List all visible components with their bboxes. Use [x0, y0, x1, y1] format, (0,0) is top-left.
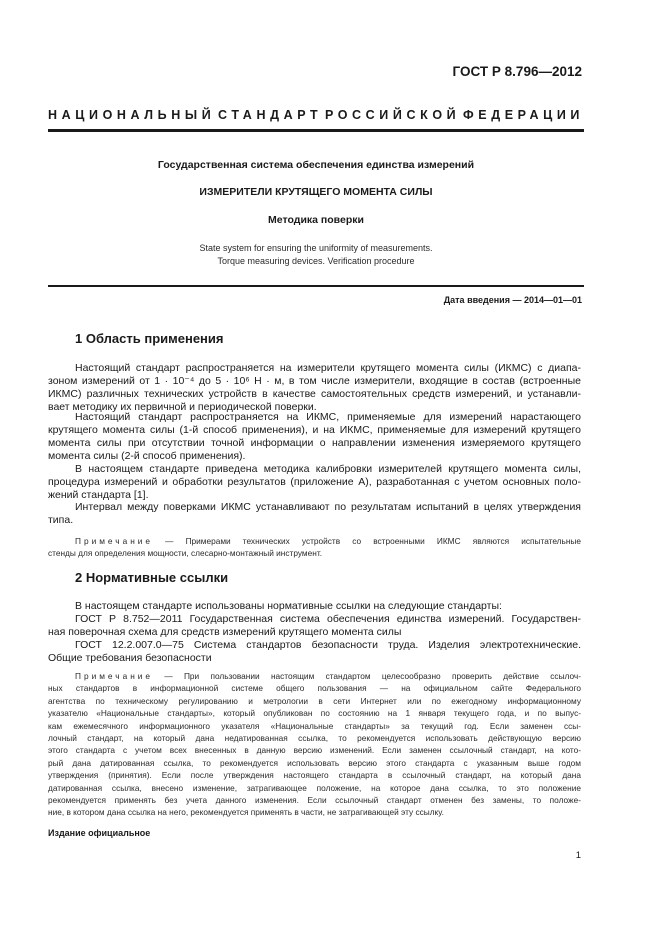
- normative-reference-2: [48, 639, 581, 665]
- note-line: кам ежемесячного информационного указателя «Национальные стандарты» за текущий год. Если заменен ссы-: [48, 720, 581, 731]
- text-line: крутящего момента силы (1-й способ применения), и на ИКМС, применяемые для измерений крутящего: [48, 424, 581, 436]
- gost-code: ГОСТ Р 8.796—2012: [452, 64, 582, 79]
- system-title: Государственная система обеспечения единства измерений: [157, 159, 475, 171]
- section-1-paragraph-1: [48, 362, 581, 414]
- official-edition-label: Издание официальное: [48, 828, 151, 838]
- note-line: датированная ссылка, внесено изменение, затрагивающее положение, на которое дана ссылка, то это положение: [48, 782, 581, 793]
- document-subtitle: Методика поверки: [268, 214, 364, 226]
- note-line: рый дана датированная ссылка, то рекомендуется использовать версию этого стандарта с указанным выше годом: [48, 757, 581, 768]
- banner-word: ФЕДЕРАЦИИ: [462, 108, 584, 122]
- section-1-heading: 1 Область применения: [75, 331, 224, 346]
- note-line: стенды для определения мощности, слесарно-монтажный инструмент.: [48, 548, 323, 559]
- english-title-line: State system for ensuring the uniformity of measurements.: [199, 243, 433, 253]
- introduction-date: Дата введения — 2014—01—01: [443, 295, 582, 305]
- normative-reference-1: [48, 613, 581, 639]
- text-line: вает методику их первичной и периодической поверки.: [48, 401, 317, 413]
- note-text: — При пользовании настоящим стандартом целесообразно проверить действие ссылоч-: [164, 671, 581, 681]
- document-title: ИЗМЕРИТЕЛИ КРУТЯЩЕГО МОМЕНТА СИЛЫ: [199, 186, 433, 198]
- text-line: момента силы (2-й способ применения).: [48, 450, 246, 462]
- text-line: момента силы при отсутствии точной информации о направлении изменения измеряемого крутящего: [48, 437, 581, 449]
- note-line: лочный стандарт, на который дана недатированная ссылка, то рекомендуется использовать действующую версию: [48, 733, 581, 744]
- note-line: указателю «Национальные стандарты», который опубликован по состоянию на 1 января текущего года, и по выпус-: [48, 708, 581, 719]
- note-text: — Примерами технических устройств со встроенными ИКМС являются испытательные: [165, 536, 581, 546]
- english-title-line: Torque measuring devices. Verification procedure: [217, 256, 415, 266]
- section-1-paragraph-3: [48, 463, 581, 502]
- english-title: [48, 242, 584, 268]
- banner-word: НАЦИОНАЛЬНЫЙ: [48, 108, 216, 122]
- text-line: зоном измерений от 1 · 10⁻⁴ до 5 · 10⁶ Н · м, в том числе измерители, входящие в состав (встроенные: [48, 375, 581, 387]
- text-line: Настоящий стандарт распространяется на ИКМС, применяемые для измерений нарастающего: [75, 411, 581, 423]
- note-line: утверждения (принятия). Если после утверждения настоящего стандарта в ссылочный стандарт, на который дана: [48, 770, 581, 781]
- text-line: В настоящем стандарте приведена методика калибровки измерителей крутящего момента силы,: [75, 463, 581, 475]
- page-number: 1: [575, 850, 581, 861]
- text-line: ГОСТ 12.2.007.0—75 Система стандартов безопасности труда. Изделия электротехнические.: [75, 639, 581, 651]
- section-2-paragraph-1: [48, 600, 581, 613]
- section-1-paragraph-2: [48, 411, 581, 463]
- text-line: Общие требования безопасности: [48, 652, 212, 664]
- note-label: Примечание: [75, 536, 154, 546]
- text-line: Настоящий стандарт распространяется на измерители крутящего момента силы (ИКМС) с диапа-: [75, 362, 581, 374]
- section-2-heading: 2 Нормативные ссылки: [75, 570, 229, 585]
- note-line: [48, 535, 581, 547]
- header-divider: [48, 129, 584, 132]
- text-line: ИКМС) различных технических устройств в качестве самостоятельных средств измерений, и устанавли-: [48, 388, 581, 400]
- note-line: рекомендуется применять без учета данного изменения. Если ссылочный стандарт отменен без замены, то положе-: [48, 795, 581, 806]
- text-line: жений стандарта [1].: [48, 489, 149, 501]
- standard-banner: [48, 108, 584, 122]
- section-1-paragraph-4: [48, 501, 581, 527]
- text-line: процедура измерений и обработки результатов (приложение А), разработанная с учетом основных поло-: [48, 476, 581, 488]
- note-line: ние, в котором дана ссылка на него, рекомендуется применять в части, не затрагивающей эту ссылку.: [48, 807, 444, 818]
- note-line: этого стандарта с учетом всех внесенных в данную версию изменений. Если заменен ссылочный стандарт, на кото-: [48, 745, 581, 756]
- text-line: Интервал между поверками ИКМС устанавливают по результатам испытаний в целях утверждения: [75, 501, 581, 513]
- note-line: агентства по техническому регулированию и метрологии в сети Интернет или по ежегодному информационному: [48, 695, 581, 706]
- banner-word: РОССИЙСКОЙ: [324, 108, 461, 122]
- note-line: ных стандартов в информационной системе общего пользования — на официальном сайте Федерального: [48, 683, 581, 694]
- text-line: ГОСТ Р 8.752—2011 Государственная система обеспечения единства измерений. Государствен-: [75, 613, 581, 625]
- text-line: В настоящем стандарте использованы нормативные ссылки на следующие стандарты:: [75, 600, 502, 612]
- title-divider: [48, 285, 584, 287]
- note-label: Примечание: [75, 671, 154, 681]
- text-line: типа.: [48, 514, 74, 526]
- section-1-note: [48, 535, 581, 560]
- banner-word: СТАНДАРТ: [218, 108, 323, 122]
- section-2-note: [48, 670, 581, 819]
- note-line: [48, 670, 581, 682]
- text-line: ная поверочная схема для средств измерений крутящего момента силы: [48, 626, 402, 638]
